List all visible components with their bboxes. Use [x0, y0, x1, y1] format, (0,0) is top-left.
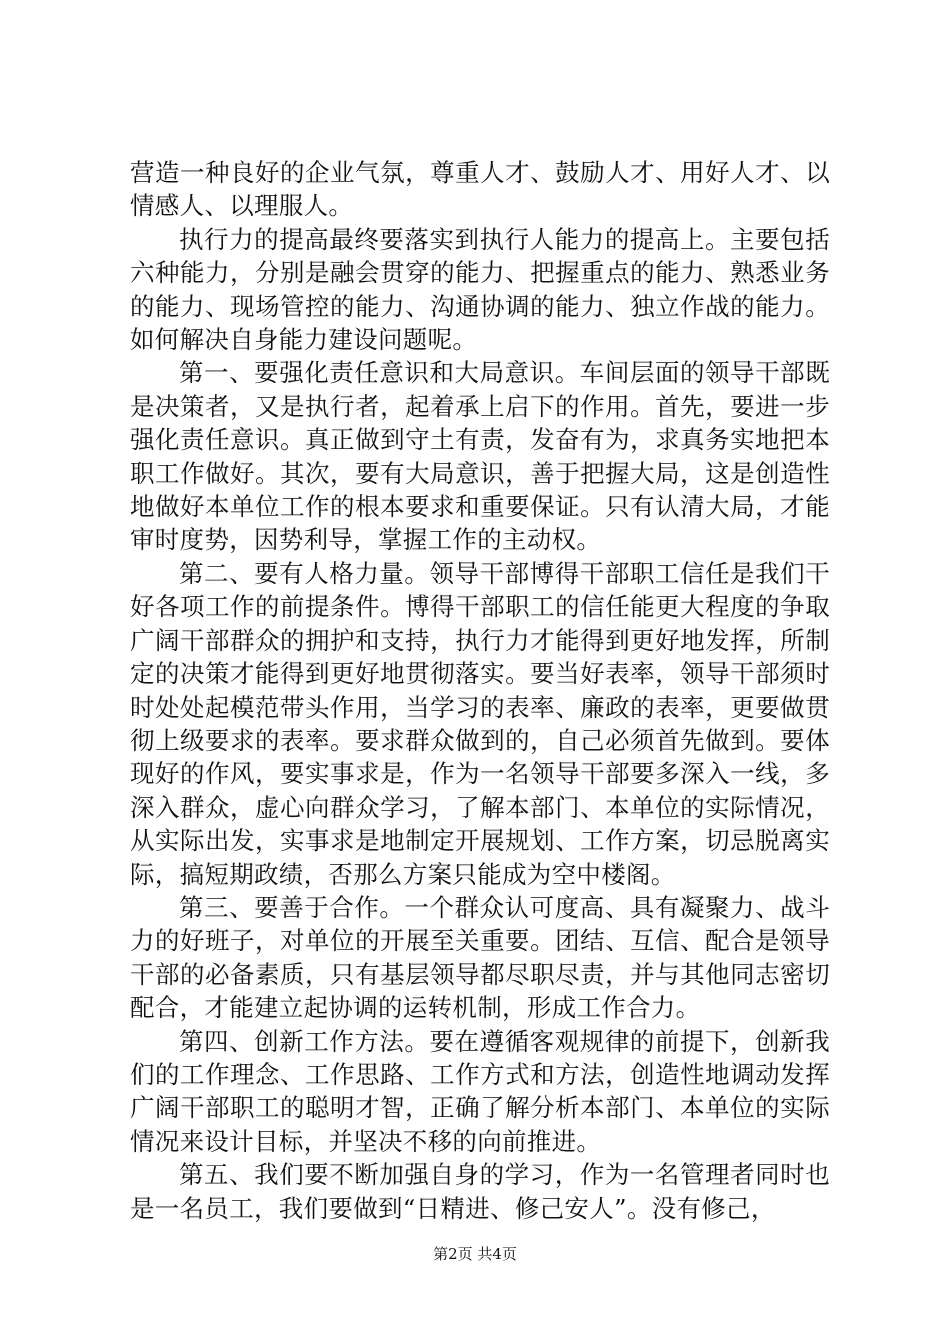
page-number-footer: 第2页 共4页 [433, 1245, 517, 1263]
paragraph-4: 第二、要有人格力量。领导干部博得干部职工信任是我们干好各项工作的前提条件。博得干部职工的信任能更大程度的争取广阔干部群众的拥护和支持，执行力才能得到更好地发挥，所制定的决策才能得到更好地贯彻落实。要当好表率，领导干部须时时处处起模范带头作用，当学习的表率、廉政的表率，更要做贯彻上级要求的表率。要求群众做到的，自己必须首先做到。要体现好的作风，要实事求是，作为一名领导干部要多深入一线，多深入群众，虚心向群众学习，了解本部门、本单位的实际情况，从实际出发，实事求是地制定开展规划、工作方案，切忌脱离实际，搞短期政绩，否那么方案只能成为空中楼阁。 [130, 558, 830, 889]
paragraph-3: 第一、要强化责任意识和大局意识。车间层面的领导干部既是决策者，又是执行者，起着承上启下的作用。首先，要进一步强化责任意识。真正做到守土有责，发奋有为，求真务实地把本职工作做好。其次，要有大局意识，善于把握大局，这是创造性地做好本单位工作的根本要求和重要保证。只有认清大局，才能审时度势，因势利导，掌握工作的主动权。 [130, 358, 830, 555]
paragraph-1: 营造一种良好的企业气氛，尊重人才、鼓励人才、用好人才、以情感人、以理服人。 [130, 158, 830, 221]
paragraph-2: 执行力的提高最终要落实到执行人能力的提高上。主要包括六种能力，分别是融会贯穿的能力、把握重点的能力、熟悉业务的能力、现场管控的能力、沟通协调的能力、独立作战的能力。如何解决自身能力建设问题呢。 [130, 224, 830, 355]
document-body [130, 156, 830, 1225]
paragraph-5: 第三、要善于合作。一个群众认可度高、具有凝聚力、战斗力的好班子，对单位的开展至关重要。团结、互信、配合是领导干部的必备素质，只有基层领导都尽职尽责，并与其他同志密切配合，才能建立起协调的运转机制，形成工作合力。 [130, 892, 830, 1023]
paragraph-7: 第五、我们要不断加强自身的学习，作为一名管理者同时也是一名员工，我们要做到“日精进、修己安人”。没有修己， [130, 1160, 830, 1223]
paragraph-6: 第四、创新工作方法。要在遵循客观规律的前提下，创新我们的工作理念、工作思路、工作方式和方法，创造性地调动发挥广阔干部职工的聪明才智，正确了解分析本部门、本单位的实际情况来设计目标，并坚决不移的向前推进。 [130, 1026, 830, 1156]
